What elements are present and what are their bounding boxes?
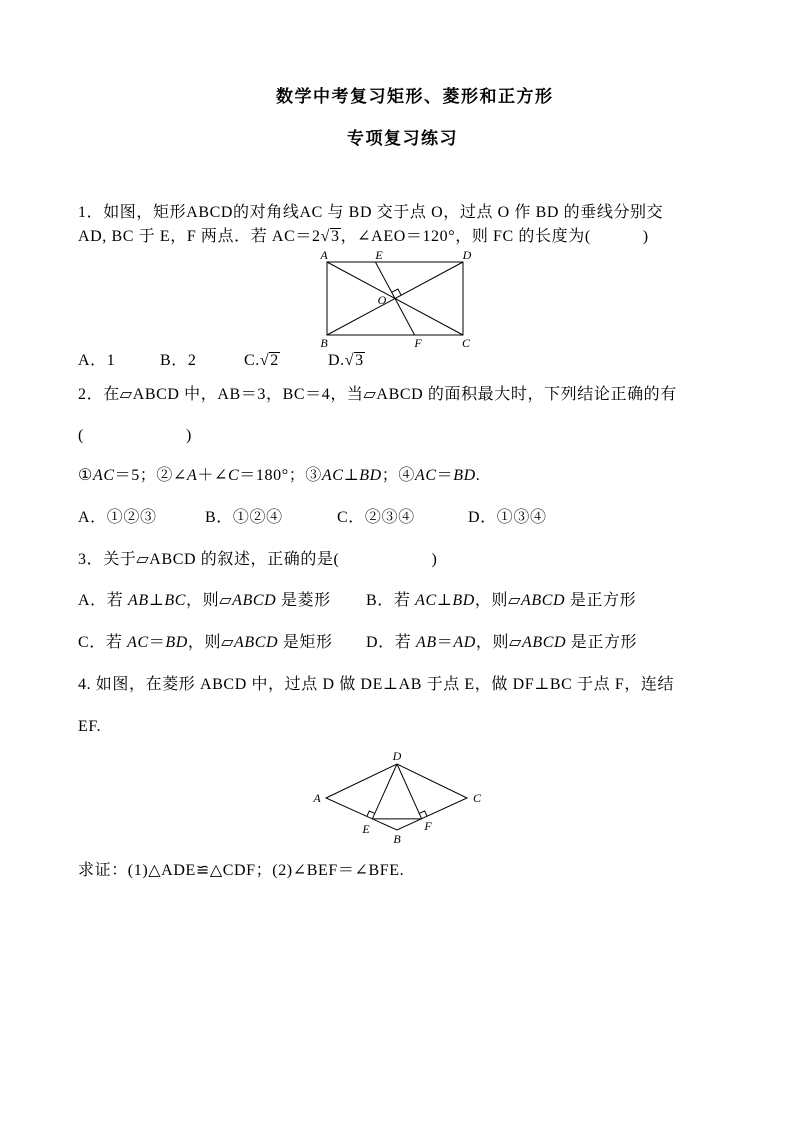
text-segment: ⊥ <box>343 467 360 484</box>
option-b: B．①②④ <box>205 509 283 526</box>
option-a: A．①②③ <box>78 509 157 526</box>
text-segment: A．若 <box>78 592 128 609</box>
point-label-b: B <box>320 336 328 350</box>
segment-df <box>397 764 422 819</box>
question-4-proof-prompt: 求证：(1)△ADE≌△CDF；(2)∠BEF＝∠BFE. <box>78 862 405 879</box>
math-variable-text: AC <box>127 634 149 651</box>
text-segment: ，则▱ <box>475 634 522 651</box>
text-segment: ＝ <box>436 467 454 484</box>
rectangle-figure <box>310 245 490 355</box>
radical-sign: √ <box>320 228 330 245</box>
text-segment: ＝ <box>148 634 166 651</box>
text-segment: ，则▱ <box>186 592 233 609</box>
option-letter: A． <box>78 352 107 369</box>
math-variable-text: BD <box>453 467 476 484</box>
math-variable-text: A <box>187 467 198 484</box>
math-variable-text: BD <box>359 467 382 484</box>
option-a <box>78 351 115 371</box>
closing-paren: ) <box>185 427 192 444</box>
radicand: 3 <box>355 352 364 369</box>
option-d <box>366 633 637 653</box>
text-segment: C．若 <box>78 634 128 651</box>
stem-text: AD, BC 于 E，F 两点．若 AC＝2 <box>78 228 321 245</box>
option-text: 1 <box>106 352 116 369</box>
question-2-answer-parens <box>78 426 192 446</box>
question-4-stem-line-1: 4. 如图，在菱形 ABCD 中，过点 D 做 DE⊥AB 于点 E，做 DF⊥BC 于点 F，连结 <box>78 676 675 693</box>
math-variable-text: AC <box>321 467 344 484</box>
rhombus-figure <box>305 748 495 848</box>
text-segment: ＝ <box>436 634 454 651</box>
page-title: 数学中考复习矩形、菱形和正方形 <box>276 87 554 106</box>
question-2-options <box>0 508 794 528</box>
math-variable-text: ABCD <box>521 592 566 609</box>
answer-blank <box>340 554 432 564</box>
radicand: 2 <box>270 352 279 369</box>
rhombus-abcd <box>326 764 467 830</box>
text-segment: B．若 <box>366 592 416 609</box>
radicand: 3 <box>330 228 340 245</box>
question-1-stem-line-2 <box>78 227 649 247</box>
text-segment: ，则▱ <box>474 592 522 609</box>
question-3-stem <box>78 550 437 570</box>
point-label-e: E <box>375 248 383 262</box>
option-letter: D. <box>328 352 345 369</box>
math-variable-text: ABCD <box>521 634 567 651</box>
text-segment: ，则▱ <box>187 634 234 651</box>
question-2-statements <box>78 466 480 486</box>
math-variable-text: ABCD <box>232 592 277 609</box>
point-label-b: B <box>393 832 401 846</box>
option-c <box>78 633 333 653</box>
option-a <box>78 591 331 611</box>
point-label-f: F <box>414 336 422 350</box>
math-variable-text: C <box>228 467 240 484</box>
question-1-options <box>0 351 794 371</box>
option-c <box>244 351 280 371</box>
option-b <box>160 351 196 371</box>
math-variable-text: AC <box>414 467 437 484</box>
point-label-c: C <box>472 791 482 805</box>
radical-sign: √ <box>259 352 270 369</box>
option-text: 2 <box>187 352 197 369</box>
text-segment: 是正方形 <box>566 634 638 651</box>
math-variable-text: AB <box>415 634 437 651</box>
text-segment: 是正方形 <box>565 592 637 609</box>
text-segment: ＝5；②∠ <box>114 467 188 484</box>
text-segment: ⊥ <box>436 592 453 609</box>
point-label-o: O <box>377 293 387 307</box>
answer-blank <box>591 231 643 241</box>
closing-paren: ) <box>642 228 649 245</box>
segment-de <box>372 764 397 819</box>
point-label-a: A <box>320 248 328 262</box>
option-b <box>366 591 636 611</box>
point-label-d: D <box>392 749 402 763</box>
math-variable-text: BD <box>452 592 475 609</box>
math-variable-text: BC <box>164 592 187 609</box>
question-2-stem: 2．在▱ABCD 中，AB＝3，BC＝4，当▱ABCD 的面积最大时，下列结论正确的有 <box>78 386 677 403</box>
question-3-options-row-1 <box>0 591 794 611</box>
radical-sign: √ <box>344 352 355 369</box>
text-segment: ＋∠ <box>197 467 229 484</box>
math-variable-text: BD <box>165 634 188 651</box>
option-d: D．①③④ <box>468 509 547 526</box>
option-letter: B． <box>160 352 188 369</box>
text-segment: ＝180°；③ <box>239 467 322 484</box>
math-variable-text: AC <box>92 467 115 484</box>
math-variable-text: AC <box>415 592 437 609</box>
text-segment: D．若 <box>366 634 416 651</box>
answer-blank <box>84 430 186 440</box>
math-variable-text: AB <box>127 592 149 609</box>
point-label-c: C <box>461 336 471 350</box>
text-segment: 是菱形 <box>276 592 331 609</box>
option-c: C．②③④ <box>337 509 415 526</box>
math-variable-text: ABCD <box>233 634 279 651</box>
point-label-d: D <box>462 248 472 262</box>
math-variable-text: AD <box>453 634 476 651</box>
point-label-e: E <box>362 822 370 836</box>
question-4-stem-line-2: EF. <box>78 718 102 735</box>
point-label-a: A <box>313 791 321 805</box>
text-segment: ① <box>78 467 93 484</box>
text-segment: ；④ <box>381 467 415 484</box>
question-3-options-row-2 <box>0 633 794 653</box>
closing-paren: ) <box>431 551 438 568</box>
text-segment: 是矩形 <box>278 634 333 651</box>
text-segment: ⊥ <box>148 592 165 609</box>
page-subtitle: 专项复习练习 <box>347 129 458 148</box>
option-d <box>328 351 365 371</box>
option-letter: C. <box>244 352 260 369</box>
stem-text: ，∠AEO＝120°，则 FC 的长度为( <box>340 228 591 245</box>
opening-paren: ( <box>78 427 84 444</box>
point-label-f: F <box>424 819 432 833</box>
question-1-stem-line-1: 1．如图，矩形ABCD的对角线AC 与 BD 交于点 O，过点 O 作 BD 的垂线分别交 <box>78 204 664 221</box>
stem-text: 3．关于▱ABCD 的叙述，正确的是( <box>78 551 340 568</box>
text-segment: . <box>475 467 481 484</box>
